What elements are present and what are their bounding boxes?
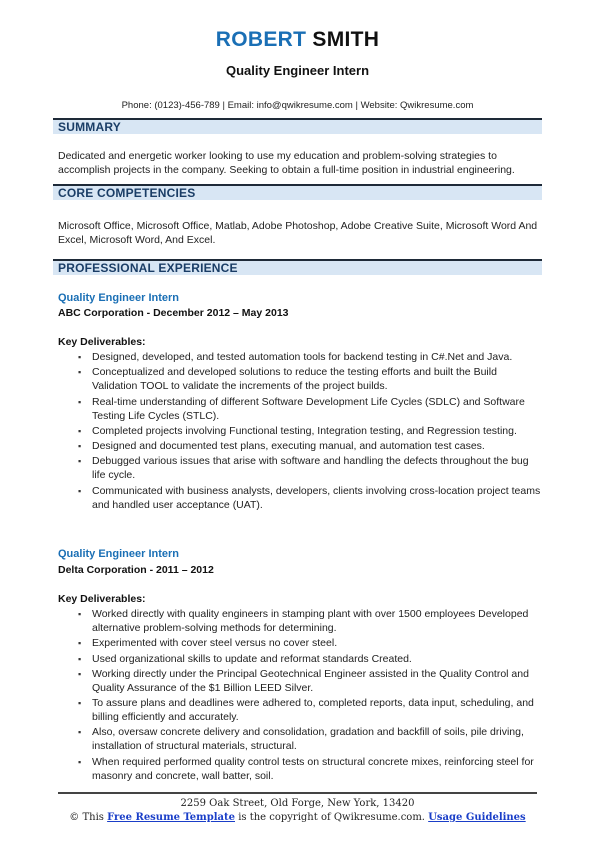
last-name: SMITH [312,28,380,51]
summary-text: Dedicated and energetic worker looking to use my education and problem-solving strategies to accomplish projects in the company. Seeking to obtain a full-time position in industrial engineering. [58,150,515,176]
first-name: ROBERT [215,28,307,51]
resume-title: Quality Engineer Intern [225,63,370,78]
list-item: ▪ Used organizational skills to update and reformat standards Created. [78,652,543,666]
list-item: ▪ Experimented with cover steel versus no cover steel. [78,636,543,650]
competencies-heading: CORE COMPETENCIES [58,186,196,200]
summary-heading: SUMMARY [58,120,121,134]
list-item: ▪ Designed, developed, and tested automation tools for backend testing in C#.Net and Java. [78,350,543,364]
candidate-name [0,28,595,52]
list-item: ▪ Designed and documented test plans, executing manual, and automation test cases. [78,439,543,453]
contact-line: Phone: (0123)-456-789 | Email: info@qwikresume.com | Website: Qwikresume.com [121,100,474,111]
usage-guidelines-link[interactable]: Usage Guidelines [428,812,526,823]
list-item: ▪ Debugged various issues that arise with software and handling the defects throughout the bug life cycle. [78,454,543,482]
job-1-company: ABC Corporation - December 2012 – May 2013 [58,307,289,319]
experience-section-header [53,259,542,275]
summary-section-header [53,118,542,134]
job-2-deliverables-label: Key Deliverables: [58,593,146,605]
list-item: ▪ Conceptualized and developed solutions to reduce the testing efforts and built the Build Validation TOOL to validate the increments of the project builds. [78,365,543,393]
list-item: ▪ Completed projects involving Functional testing, Integration testing, and Regression testing. [78,424,543,438]
list-item: ▪ Communicated with business analysts, developers, clients involving cross-location project teams and handled user acceptance (UAT). [78,484,543,512]
competencies-section-header [53,184,542,200]
experience-heading: PROFESSIONAL EXPERIENCE [58,261,238,275]
free-resume-template-link[interactable]: Free Resume Template [107,812,235,823]
copyright-middle: is the copyright of Qwikresume.com. [238,812,425,823]
list-item: ▪ Also, oversaw concrete delivery and consolidation, gradation and backfill of soils, pile driving, installation of structural materials, structural. [78,725,543,753]
job-1-title: Quality Engineer Intern [58,292,180,304]
competencies-text: Microsoft Office, Microsoft Office, Matlab, Adobe Photoshop, Adobe Creative Suite, Microsoft Word And Excel, Microsoft Word, And Excel. [58,220,538,246]
footer-copyright [0,812,595,823]
copyright-prefix: © This [69,812,104,823]
job-2-bullets [78,607,543,784]
list-item: ▪ Worked directly with quality engineers in stamping plant with over 1500 employees Developed alternative problem-solving methods for determining. [78,607,543,635]
list-item: ▪ Working directly under the Principal Geotechnical Engineer assisted in the Quality Control and Quality Assurance of the $1 Billion LEED Silver. [78,667,543,695]
footer-divider [58,792,537,794]
job-2-title: Quality Engineer Intern [58,548,180,560]
job-1-deliverables-label: Key Deliverables: [58,336,146,348]
list-item: ▪ When required performed quality control tests on structural concrete mixes, reinforcing steel for masonry and concrete, wall batter, soil. [78,755,543,783]
list-item: ▪ To assure plans and deadlines were adhered to, completed reports, data input, scheduling, and billing efficiently and accurately. [78,696,543,724]
job-1-bullets [78,350,543,513]
list-item: ▪ Real-time understanding of different Software Development Life Cycles (SDLC) and Software Testing Life Cycles (STLC). [78,395,543,423]
footer-address: 2259 Oak Street, Old Forge, New York, 13420 [180,798,415,809]
job-2-company: Delta Corporation - 2011 – 2012 [58,564,214,576]
